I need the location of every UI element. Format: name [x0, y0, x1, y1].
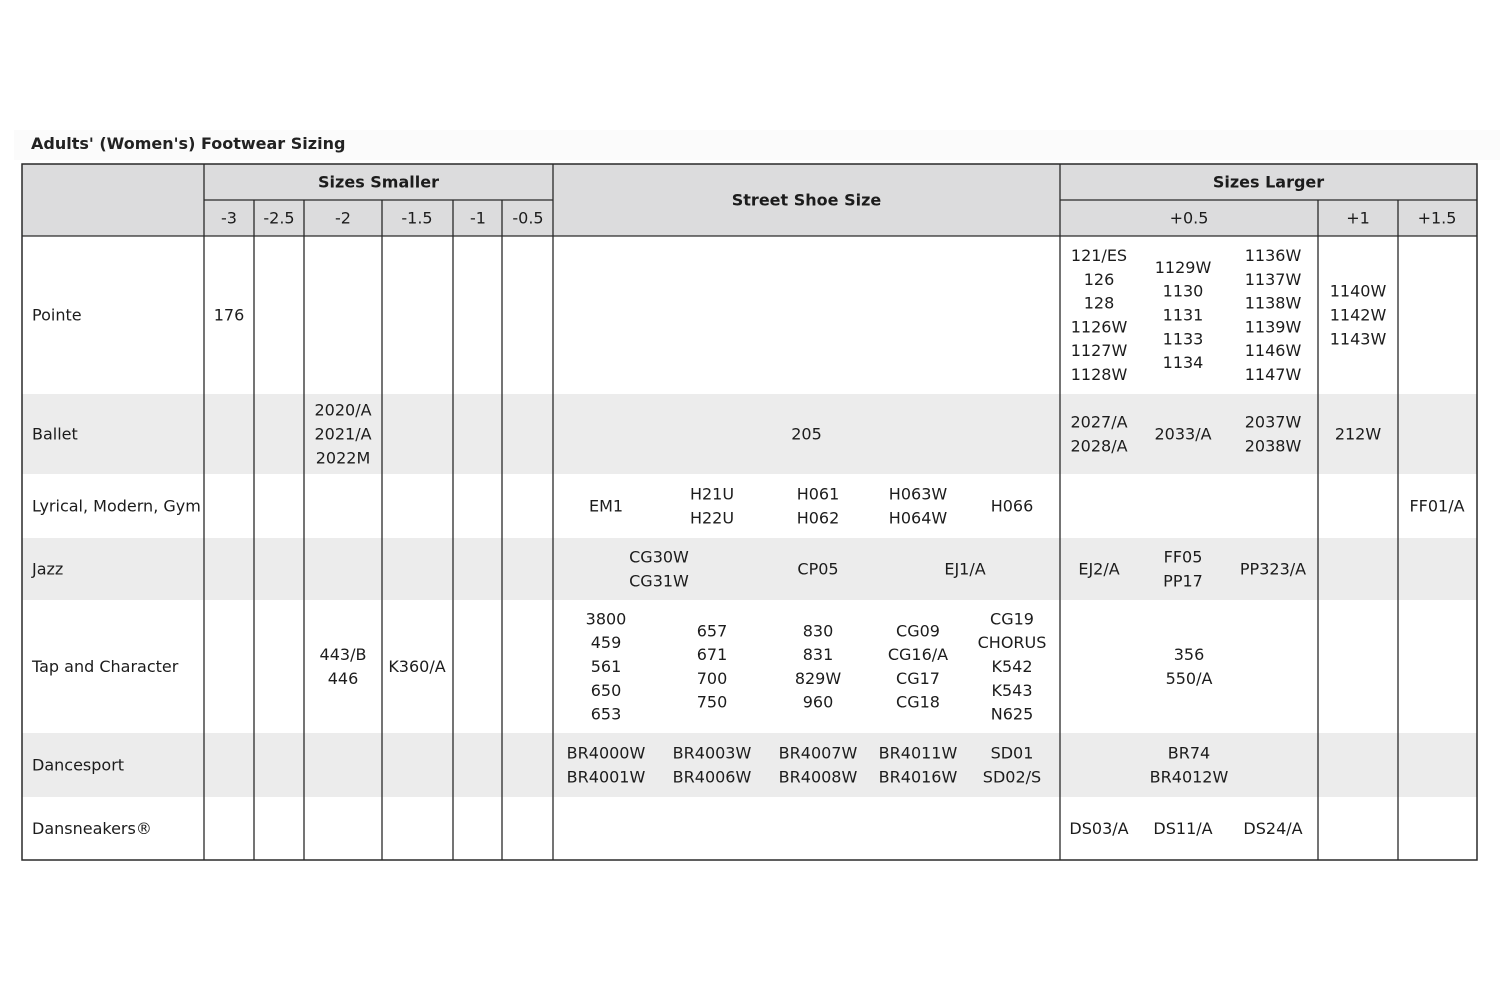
style-code: 2027/A: [1070, 412, 1128, 432]
row-shade: [22, 733, 1477, 797]
page-title: Adults' (Women's) Footwear Sizing: [31, 134, 346, 153]
style-code: 1138W: [1244, 293, 1302, 313]
style-code: 176: [213, 305, 245, 325]
style-code: 750: [696, 692, 728, 712]
style-code: K542: [991, 657, 1033, 676]
style-code: 650: [590, 680, 622, 700]
style-code: 829W: [794, 668, 842, 688]
style-code: 128: [1083, 293, 1115, 313]
style-code: 1143W: [1329, 329, 1387, 349]
style-code: 2037W: [1244, 412, 1302, 432]
style-code: 1146W: [1244, 341, 1302, 361]
style-code: 1136W: [1244, 246, 1302, 265]
column-header: +1: [1346, 208, 1370, 228]
style-code: BR4008W: [778, 767, 858, 787]
column-header: +0.5: [1169, 208, 1209, 228]
row-label: Dancesport: [32, 755, 125, 775]
style-code: 443/B: [319, 645, 367, 665]
style-code: 356: [1173, 645, 1205, 665]
style-code: CHORUS: [977, 633, 1047, 653]
style-code: BR4011W: [878, 743, 958, 763]
style-code: H061: [796, 484, 840, 504]
column-header: -1: [470, 208, 486, 228]
style-code: 459: [590, 633, 622, 653]
style-code: 1131: [1162, 305, 1204, 325]
style-code: BR4012W: [1149, 767, 1229, 787]
style-code: 2022M: [315, 448, 371, 468]
style-code: H22U: [689, 508, 735, 528]
header-street-shoe-size: Street Shoe Size: [731, 190, 882, 210]
style-code: H062: [796, 508, 840, 528]
header-sizes-smaller: Sizes Smaller: [318, 172, 439, 192]
style-code: 561: [590, 657, 622, 676]
row-label: Jazz: [32, 559, 64, 579]
style-code: 1140W: [1329, 281, 1387, 301]
style-code: 2033/A: [1154, 424, 1212, 444]
column-header: -0.5: [512, 208, 544, 228]
style-code: PP323/A: [1239, 559, 1307, 579]
style-code: 2028/A: [1070, 436, 1128, 456]
style-code: H066: [990, 496, 1034, 516]
style-code: 1130: [1162, 281, 1204, 301]
style-code: 1137W: [1244, 269, 1302, 289]
row-label: Dansneakers®: [32, 819, 152, 838]
column-header: -1.5: [401, 208, 433, 228]
row-shade: [22, 394, 1477, 474]
header-sizes-larger: Sizes Larger: [1212, 172, 1325, 192]
style-code: BR4016W: [878, 767, 958, 787]
style-code: DS03/A: [1069, 819, 1129, 838]
style-code: CG09: [896, 621, 940, 641]
style-code: 671: [696, 645, 728, 665]
style-code: CG30W: [629, 547, 689, 567]
style-code: SD01: [990, 743, 1034, 763]
style-code: 2038W: [1244, 436, 1302, 456]
row-label: Ballet: [32, 424, 78, 444]
style-code: 1127W: [1070, 341, 1128, 361]
style-code: H21U: [689, 484, 735, 504]
style-code: 212W: [1334, 424, 1382, 444]
style-code: EM1: [588, 496, 624, 516]
style-code: DS11/A: [1153, 819, 1213, 838]
style-code: CP05: [797, 559, 839, 579]
style-code: 1129W: [1154, 257, 1212, 277]
row-label: Pointe: [32, 305, 82, 325]
style-code: N625: [990, 704, 1034, 724]
style-code: 2021/A: [314, 424, 372, 444]
style-code: 1133: [1162, 329, 1204, 349]
style-code: H064W: [888, 508, 948, 528]
column-header: +1.5: [1417, 208, 1457, 228]
style-code: 830: [802, 621, 834, 641]
style-code: H063W: [888, 484, 948, 504]
style-code: CG18: [896, 692, 940, 712]
style-code: 700: [696, 668, 728, 688]
style-code: FF05: [1163, 547, 1203, 567]
style-code: 657: [696, 621, 728, 641]
column-header: -2: [335, 208, 351, 228]
style-code: CG17: [896, 668, 940, 688]
style-code: EJ2/A: [1078, 559, 1120, 579]
style-code: 550/A: [1165, 668, 1213, 688]
style-code: EJ1/A: [944, 559, 986, 579]
style-code: 1147W: [1244, 365, 1302, 384]
style-code: 1126W: [1070, 317, 1128, 337]
row-label: Lyrical, Modern, Gym: [32, 496, 201, 516]
style-code: CG16/A: [887, 645, 949, 665]
style-code: 1128W: [1070, 365, 1128, 384]
style-code: 3800: [585, 609, 627, 629]
style-code: 653: [590, 704, 622, 724]
style-code: 1139W: [1244, 317, 1302, 337]
style-code: 831: [802, 645, 834, 665]
style-code: K360/A: [388, 657, 446, 676]
style-code: 446: [327, 668, 359, 688]
column-header: -3: [221, 208, 237, 228]
style-code: BR74: [1167, 743, 1211, 763]
style-code: BR4001W: [566, 767, 646, 787]
style-code: BR4006W: [672, 767, 752, 787]
style-code: PP17: [1163, 571, 1203, 591]
column-header: -2.5: [263, 208, 295, 228]
row-label: Tap and Character: [32, 657, 179, 676]
style-code: CG19: [990, 609, 1034, 629]
style-code: BR4003W: [672, 743, 752, 763]
style-code: 126: [1083, 269, 1115, 289]
style-code: 1134: [1162, 353, 1204, 373]
style-code: 2020/A: [314, 400, 372, 420]
style-code: SD02/S: [982, 767, 1042, 787]
style-code: DS24/A: [1243, 819, 1303, 838]
style-code: K543: [991, 680, 1033, 700]
style-code: 121/ES: [1070, 246, 1128, 265]
style-code: 960: [802, 692, 834, 712]
style-code: 1142W: [1329, 305, 1387, 325]
style-code: CG31W: [629, 571, 689, 591]
style-code: BR4000W: [566, 743, 646, 763]
style-code: FF01/A: [1409, 496, 1465, 516]
style-code: 205: [791, 424, 822, 444]
style-code: BR4007W: [778, 743, 858, 763]
